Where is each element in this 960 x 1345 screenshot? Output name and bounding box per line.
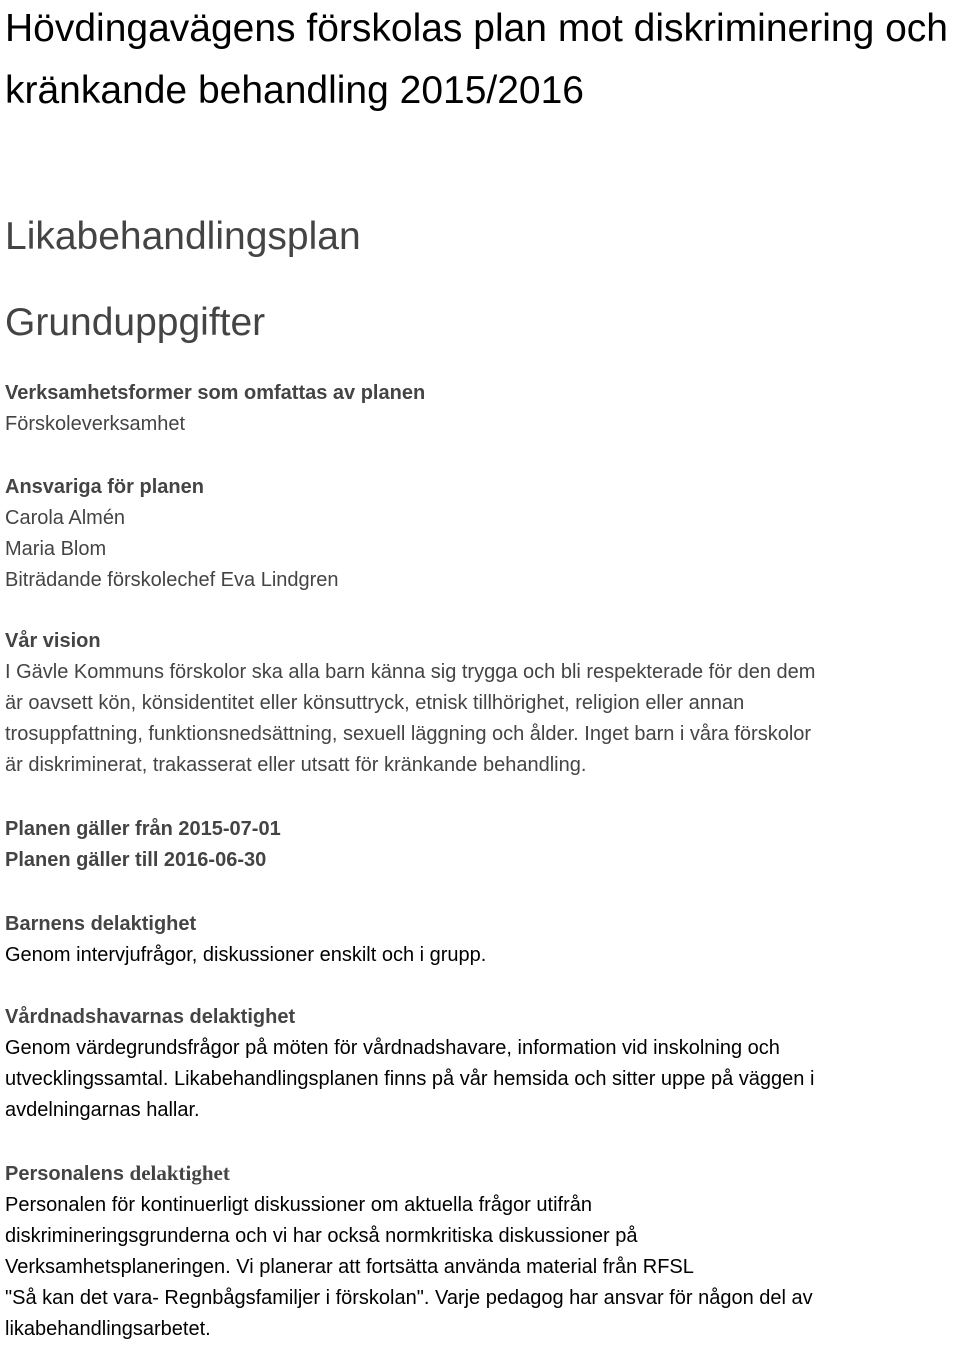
- barnens-delaktighet-text: Genom intervjufrågor, diskussioner enskilt och i grupp.: [5, 944, 487, 966]
- verksamhetsformer-value: Förskoleverksamhet: [5, 413, 186, 435]
- personalens-text-line: Personalen för kontinuerligt diskussioner om aktuella frågor utifrån: [5, 1194, 592, 1216]
- subtitle-likabehandlingsplan: Likabehandlingsplan: [5, 215, 361, 258]
- personalens-delaktighet-section: [5, 1158, 953, 1345]
- plan-dates-section: [5, 814, 953, 876]
- personalens-text-line: Verksamhetsplaneringen. Vi planerar att fortsätta använda material från RFSL: [5, 1256, 694, 1278]
- ansvariga-label: Ansvariga för planen: [5, 476, 204, 498]
- vardnadshavarnas-text-line: Genom värdegrundsfrågor på möten för vårdnadshavare, information vid inskolning och: [5, 1037, 780, 1059]
- vision-section: [5, 626, 953, 781]
- vardnadshavarnas-text-line: utvecklingssamtal. Likabehandlingsplanen finns på vår hemsida och sitter uppe på väggen i: [5, 1068, 815, 1090]
- verksamhetsformer-section: [5, 378, 953, 440]
- ansvarig-name: Biträdande förskolechef Eva Lindgren: [5, 569, 339, 591]
- ansvariga-section: [5, 472, 953, 596]
- personalens-delaktighet-heading: [5, 1158, 953, 1190]
- document-title: Hövdingavägens förskolas plan mot diskriminering och kränkande behandling 2015/2016: [5, 7, 948, 112]
- vision-text-line: är oavsett kön, könsidentitet eller könsuttryck, etnisk tillhörighet, religion eller annan: [5, 692, 745, 714]
- vision-label: Vår vision: [5, 630, 101, 652]
- section-heading-grunduppgifter: Grunduppgifter: [5, 301, 266, 344]
- vardnadshavarnas-delaktighet-label: Vårdnadshavarnas delaktighet: [5, 1006, 296, 1028]
- barnens-delaktighet-section: [5, 909, 953, 971]
- plan-valid-to: Planen gäller till 2016-06-30: [5, 849, 267, 871]
- personalens-text-line: diskrimineringsgrunderna och vi har också normkritiska diskussioner på: [5, 1225, 638, 1247]
- ansvarig-name: Maria Blom: [5, 538, 107, 560]
- personalens-text-line: likabehandlingsarbetet.: [5, 1318, 211, 1340]
- ansvarig-name: Carola Almén: [5, 507, 126, 529]
- vision-text-line: är diskriminerat, trakasserat eller utsatt för kränkande behandling.: [5, 754, 587, 776]
- plan-valid-from: Planen gäller från 2015-07-01: [5, 818, 281, 840]
- vardnadshavarnas-delaktighet-section: [5, 1002, 953, 1126]
- vision-text-line: trosuppfattning, funktionsnedsättning, sexuell läggning och ålder. Inget barn i våra förskolor: [5, 723, 812, 745]
- personalens-label-part1: Personalens: [5, 1163, 124, 1185]
- personalens-text-line: "Så kan det vara- Regnbågsfamiljer i förskolan". Varje pedagog har ansvar för någon del av: [5, 1287, 813, 1309]
- vision-text-line: I Gävle Kommuns förskolor ska alla barn känna sig trygga och bli respekterade för den dem: [5, 661, 816, 683]
- verksamhetsformer-label: Verksamhetsformer som omfattas av planen: [5, 382, 426, 404]
- personalens-label-part2: delaktighet: [129, 1161, 230, 1185]
- barnens-delaktighet-label: Barnens delaktighet: [5, 913, 197, 935]
- vardnadshavarnas-text-line: avdelningarnas hallar.: [5, 1099, 200, 1121]
